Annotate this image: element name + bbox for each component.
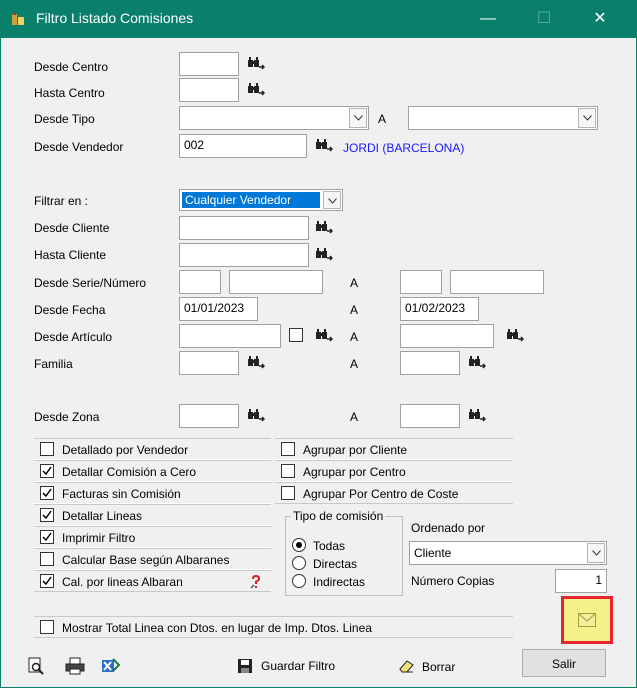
radio-todas[interactable] — [292, 538, 306, 552]
minimize-button[interactable]: — — [480, 10, 496, 27]
familia-label: Familia — [34, 357, 73, 371]
guardar-filtro-label: Guardar Filtro — [261, 659, 336, 673]
desde-articulo-input[interactable] — [179, 324, 281, 348]
desde-vendedor-input[interactable]: 002 — [179, 134, 307, 158]
binoculars-search-icon[interactable] — [247, 56, 265, 70]
dialog-body — [0, 38, 637, 688]
option-label: Agrupar por Cliente — [303, 443, 408, 457]
option-agrupar-centro[interactable] — [275, 460, 513, 482]
desde-serie-input[interactable] — [179, 270, 221, 294]
binoculars-search-icon[interactable] — [315, 247, 333, 261]
ordenado-por-select[interactable] — [409, 541, 607, 565]
radio-indirectas-label: Indirectas — [313, 575, 366, 589]
option-detallado-vendedor[interactable] — [34, 438, 271, 460]
filtrar-en-label: Filtrar en : — [34, 194, 89, 208]
option-agrupar-centro-coste[interactable] — [275, 482, 513, 504]
chevron-down-icon[interactable] — [587, 543, 605, 563]
a-label: A — [350, 276, 359, 290]
checkbox[interactable] — [281, 486, 295, 500]
desde-articulo-label: Desde Artículo — [34, 330, 113, 344]
numero-copias-label: Número Copias — [411, 574, 495, 588]
checkbox[interactable] — [281, 442, 295, 456]
hasta-zona-input[interactable] — [400, 404, 460, 428]
binoculars-search-icon[interactable] — [247, 408, 265, 422]
desde-cliente-label: Desde Cliente — [34, 221, 110, 235]
checkbox-checked[interactable] — [40, 530, 54, 544]
option-calcular-base-albaranes[interactable] — [34, 548, 271, 570]
app-icon — [10, 11, 26, 27]
hasta-cliente-input[interactable] — [179, 243, 309, 267]
a-label: A — [350, 410, 359, 424]
option-imprimir-filtro[interactable] — [34, 526, 271, 548]
desde-numero-input[interactable] — [229, 270, 323, 294]
checkbox-checked[interactable] — [40, 508, 54, 522]
option-label: Agrupar por Centro — [303, 465, 406, 479]
binoculars-search-icon[interactable] — [315, 220, 333, 234]
a-label: A — [350, 330, 359, 344]
hasta-tipo-select[interactable] — [408, 106, 598, 130]
option-detallar-comision-cero[interactable] — [34, 460, 271, 482]
hasta-familia-input[interactable] — [400, 351, 460, 375]
option-label: Imprimir Filtro — [62, 531, 136, 545]
radio-directas-label: Directas — [313, 557, 358, 571]
binoculars-search-icon[interactable] — [468, 408, 486, 422]
desde-vendedor-label: Desde Vendedor — [34, 140, 124, 154]
option-facturas-sin-comision[interactable] — [34, 482, 271, 504]
help-question-icon[interactable] — [248, 574, 264, 590]
printer-icon[interactable] — [65, 657, 85, 675]
desde-tipo-label: Desde Tipo — [34, 112, 95, 126]
excel-export-icon[interactable] — [101, 657, 121, 675]
ordenado-por-value: Cliente — [414, 546, 452, 560]
hasta-serie-input[interactable] — [400, 270, 442, 294]
option-label: Facturas sin Comisión — [62, 487, 181, 501]
checkbox-checked[interactable] — [40, 574, 54, 588]
desde-serie-label: Desde Serie/Número — [34, 276, 147, 290]
desde-centro-input[interactable] — [179, 52, 239, 76]
desde-zona-label: Desde Zona — [34, 410, 100, 424]
chevron-down-icon[interactable] — [349, 108, 367, 128]
option-label: Mostrar Total Linea con Dtos. en lugar de Imp. Dtos. Linea — [62, 621, 372, 635]
hasta-numero-input[interactable] — [450, 270, 544, 294]
option-label: Calcular Base según Albaranes — [62, 553, 230, 567]
numero-copias-input[interactable]: 1 — [555, 569, 607, 593]
desde-zona-input[interactable] — [179, 404, 239, 428]
radio-todas-label: Todas — [313, 539, 346, 553]
desde-tipo-select[interactable] — [179, 106, 369, 130]
filtrar-en-select[interactable] — [179, 189, 343, 211]
option-detallar-lineas[interactable] — [34, 504, 271, 526]
binoculars-search-icon[interactable] — [315, 328, 333, 342]
binoculars-search-icon[interactable] — [506, 328, 524, 342]
floppy-disk-icon — [237, 658, 253, 674]
email-button[interactable] — [561, 596, 613, 644]
radio-indirectas[interactable] — [292, 574, 306, 588]
window-title: Filtro Listado Comisiones — [36, 10, 194, 26]
a-label: A — [378, 112, 387, 126]
chevron-down-icon[interactable] — [323, 191, 341, 209]
binoculars-search-icon[interactable] — [315, 138, 333, 152]
option-agrupar-cliente[interactable] — [275, 438, 513, 460]
desde-cliente-input[interactable] — [179, 216, 309, 240]
checkbox[interactable] — [40, 442, 54, 456]
option-label: Detallado por Vendedor — [62, 443, 189, 457]
option-label: Detallar Comisión a Cero — [62, 465, 197, 479]
articulo-checkbox[interactable] — [289, 328, 303, 342]
option-label: Detallar Lineas — [62, 509, 143, 523]
binoculars-search-icon[interactable] — [247, 355, 265, 369]
binoculars-search-icon[interactable] — [247, 82, 265, 96]
close-button[interactable]: ✕ — [593, 10, 607, 27]
option-label: Cal. por lineas Albaran — [62, 575, 183, 589]
hasta-fecha-input[interactable]: 01/02/2023 — [400, 297, 479, 321]
hasta-articulo-input[interactable] — [400, 324, 494, 348]
checkbox-checked[interactable] — [40, 464, 54, 478]
salir-button[interactable] — [522, 649, 606, 677]
checkbox[interactable] — [40, 552, 54, 566]
filtrar-en-value: Cualquier Vendedor — [182, 192, 320, 208]
desde-fecha-label: Desde Fecha — [34, 303, 106, 317]
eraser-icon — [398, 658, 416, 674]
title-bar — [0, 0, 637, 38]
hasta-cliente-label: Hasta Cliente — [34, 248, 107, 262]
checkbox[interactable] — [281, 464, 295, 478]
a-label: A — [350, 357, 359, 371]
desde-familia-input[interactable] — [179, 351, 239, 375]
radio-directas[interactable] — [292, 556, 306, 570]
option-cal-lineas-albaran[interactable] — [34, 570, 271, 592]
borrar-label: Borrar — [422, 660, 456, 674]
maximize-button: ☐ — [536, 10, 552, 27]
option-mostrar-total-linea[interactable] — [34, 616, 513, 638]
salir-label: Salir — [551, 657, 576, 671]
option-label: Agrupar Por Centro de Coste — [303, 487, 459, 501]
hasta-centro-label: Hasta Centro — [34, 86, 105, 100]
envelope-icon — [578, 613, 596, 627]
checkbox-checked[interactable] — [40, 486, 54, 500]
print-preview-icon[interactable] — [27, 657, 45, 675]
ordenado-por-label: Ordenado por — [411, 521, 486, 535]
desde-fecha-input[interactable]: 01/01/2023 — [179, 297, 258, 321]
vendedor-name-text: JORDI (BARCELONA) — [343, 141, 465, 155]
hasta-centro-input[interactable] — [179, 78, 239, 102]
desde-centro-label: Desde Centro — [34, 60, 109, 74]
a-label: A — [350, 303, 359, 317]
chevron-down-icon[interactable] — [578, 108, 596, 128]
checkbox[interactable] — [40, 620, 54, 634]
binoculars-search-icon[interactable] — [468, 355, 486, 369]
tipo-comision-title: Tipo de comisión — [293, 509, 384, 523]
